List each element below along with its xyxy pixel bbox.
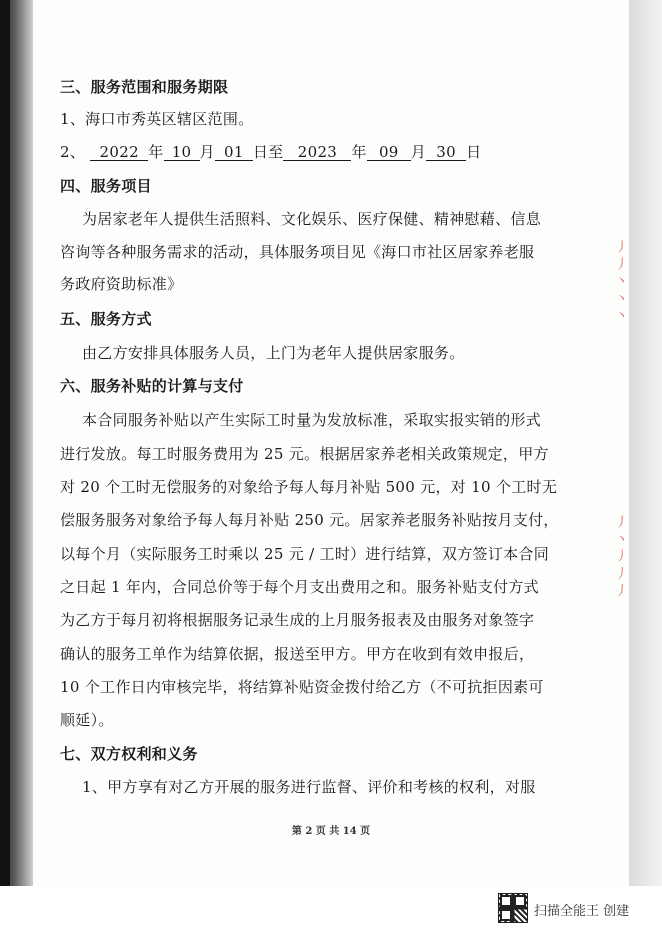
section-3-heading: 三、服务范围和服务期限 [60,78,229,96]
start-day: 01 [215,144,253,161]
qr-code-icon [498,893,528,923]
section-4-line-1: 为居家老年人提供生活照料、文化娱乐、医疗保健、精神慰藉、信息 [82,210,542,228]
section-4-line-3: 务政府资助标准》 [60,275,183,293]
section-6-line-5: 以每个月（实际服务工时乘以 25 元 / 工时）进行结算，双方签订本合同 [60,545,550,563]
section-7-para: 1、甲方享有对乙方开展的服务进行监督、评价和考核的权利，对服 [82,778,536,796]
section-6-heading: 六、服务补贴的计算与支付 [60,377,244,395]
label-year-2: 年 [351,143,367,161]
section-3-item-2 [60,141,481,162]
section-6-line-3: 对 20 个工时无偿服务的对象给予每人每月补贴 500 元，对 10 个工时无 [60,478,558,496]
section-7-heading: 七、双方权利和义务 [60,745,198,763]
section-4-heading: 四、服务项目 [60,177,152,195]
section-3-item-1: 1、海口市秀英区辖区范围。 [60,110,254,128]
section-6-line-10: 顺延）。 [60,711,114,729]
label-year: 年 [148,143,164,161]
scan-left-edge [0,0,33,886]
item-2-prefix: 2、 [60,143,86,161]
section-6-line-9: 10 个工作日内审核完毕，将结算补贴资金拨付给乙方（不可抗拒因素可 [60,678,544,696]
label-day: 日 [466,143,482,161]
section-6-line-1: 本合同服务补贴以产生实际工时量为发放标准，采取实报实销的形式 [82,411,542,429]
section-5-heading: 五、服务方式 [60,310,152,328]
seal-fragment-top: 丿 丿 丶 丶 丶 [612,240,627,322]
start-year: 2022 [90,144,148,161]
page-footer: 第 2 页 共 14 页 [291,826,371,837]
section-6-line-7: 为乙方于每月初将根据服务记录生成的上月服务报表及由服务对象签字 [60,611,535,629]
scan-right-edge [629,0,662,886]
section-6-line-2: 进行发放。每工时服务费用为 25 元。根据居家养老相关政策规定，甲方 [60,445,549,463]
end-day: 30 [426,144,466,161]
scanner-label: 扫描全能王 创建 [534,904,630,919]
section-6-line-6: 之日起 1 年内，合同总价等于每个月支出费用之和。服务补贴支付方式 [60,578,539,596]
section-6-line-8: 确认的服务工单作为结算依据，报送至甲方。甲方在收到有效申报后， [60,645,535,663]
section-6-line-4: 偿服务服务对象给予每人每月补贴 250 元。居家养老服务补贴按月支付， [60,511,559,529]
seal-fragment-middle: 丿 丶 丿 丿 丿 [612,515,627,597]
start-month: 10 [164,144,200,161]
section-4-line-2: 咨询等各种服务需求的活动，具体服务项目见《海口市社区居家养老服 [60,243,535,261]
label-month-2: 月 [410,143,427,161]
end-month: 09 [367,144,411,161]
end-year: 2023 [283,144,351,161]
label-to: 日至 [252,143,284,161]
label-month: 月 [199,143,215,161]
section-5-para: 由乙方安排具体服务人员，上门为老年人提供居家服务。 [82,344,465,362]
